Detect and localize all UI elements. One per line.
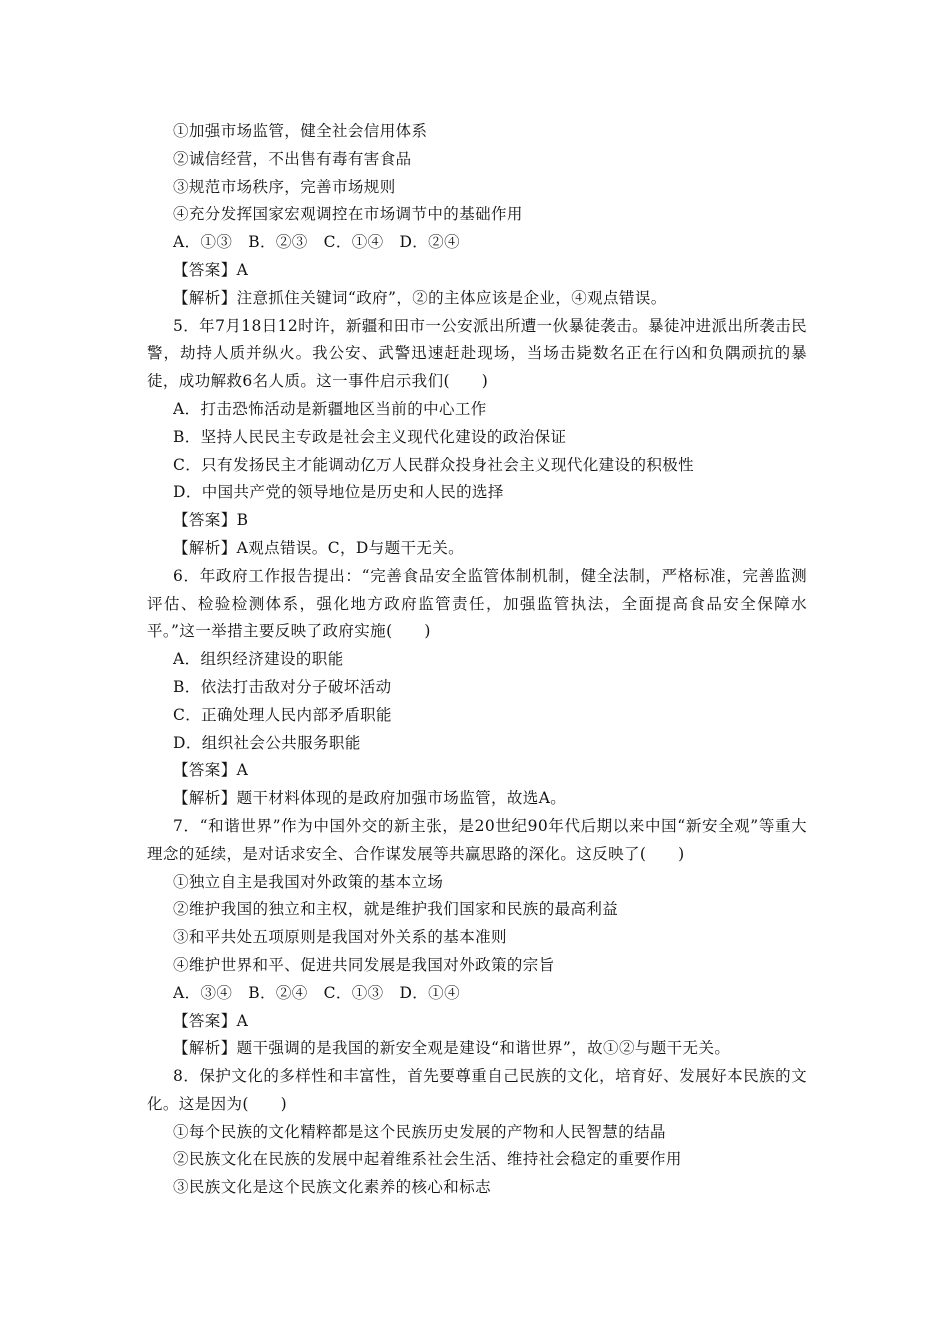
text-line: ①独立自主是我国对外政策的基本立场	[173, 872, 444, 891]
question-paragraph: 7．“和谐世界”作为中国外交的新主张，是20世纪90年代后期以来中国“新安全观”等重大理念的延续，是对话求安全、合作谋发展等共赢思路的深化。这反映了( )	[147, 816, 807, 863]
text-line: C．正确处理人民内部矛盾职能	[173, 705, 392, 724]
text-line: 【解析】题干强调的是我国的新安全观是建设“和谐世界”，故①②与题干无关。	[173, 1039, 731, 1058]
text-line: 【答案】A	[173, 1011, 249, 1030]
document-body	[147, 118, 807, 1202]
text-line: ③和平共处五项原则是我国对外关系的基本准则	[173, 928, 507, 947]
text-line: B．坚持人民民主专政是社会主义现代化建设的政治保证	[173, 427, 567, 446]
text-line: 【答案】A	[173, 761, 249, 780]
text-line: A．打击恐怖活动是新疆地区当前的中心工作	[173, 399, 487, 418]
text-line: ③民族文化是这个民族文化素养的核心和标志	[173, 1178, 492, 1197]
question-paragraph: 5．年7月18日12时许，新疆和田市一公安派出所遭一伙暴徒袭击。暴徒冲进派出所袭击民警，劫持人质并纵火。我公安、武警迅速赶赴现场，当场击毙数名正在行凶和负隅顽抗的暴徒，成功解救6名人质。这一事件启示我们( )	[147, 316, 807, 391]
text-line: D．组织社会公共服务职能	[173, 733, 361, 752]
text-line: 【解析】题干材料体现的是政府加强市场监管，故选A。	[173, 789, 567, 808]
text-line: 【解析】A观点错误。C，D与题干无关。	[173, 538, 465, 557]
text-line: ④充分发挥国家宏观调控在市场调节中的基础作用	[173, 205, 523, 224]
text-line: ②维护我国的独立和主权，就是维护我们国家和民族的最高利益	[173, 900, 619, 919]
text-line: 【答案】A	[173, 260, 249, 279]
text-line: ③规范市场秩序，完善市场规则	[173, 177, 396, 196]
text-line: B．依法打击敌对分子破坏活动	[173, 677, 392, 696]
text-line: A．①③ B．②③ C．①④ D．②④	[173, 233, 460, 252]
question-paragraph: 6．年政府工作报告提出：“完善食品安全监管体制机制，健全法制，严格标准，完善监测评估、检验检测体系，强化地方政府监管责任，加强监管执法，全面提高食品安全保障水平。”这一举措主要反映了政府实施( )	[147, 566, 807, 641]
text-line: D．中国共产党的领导地位是历史和人民的选择	[173, 483, 504, 502]
text-line: ②民族文化在民族的发展中起着维系社会生活、维持社会稳定的重要作用	[173, 1150, 682, 1169]
text-line: C．只有发扬民主才能调动亿万人民群众投身社会主义现代化建设的积极性	[173, 455, 695, 474]
text-line: 【解析】注意抓住关键词“政府”，②的主体应该是企业，④观点错误。	[173, 288, 667, 307]
text-line: A．组织经济建设的职能	[173, 650, 344, 669]
text-line: 【答案】B	[173, 511, 249, 530]
text-line: ①每个民族的文化精粹都是这个民族历史发展的产物和人民智慧的结晶	[173, 1122, 666, 1141]
text-line: ①加强市场监管，健全社会信用体系	[173, 122, 428, 140]
text-line: ④维护世界和平、促进共同发展是我国对外政策的宗旨	[173, 955, 555, 974]
question-paragraph: 8．保护文化的多样性和丰富性，首先要尊重自己民族的文化，培育好、发展好本民族的文化。这是因为( )	[147, 1067, 807, 1113]
text-line: ②诚信经营，不出售有毒有害食品	[173, 149, 412, 168]
text-line: A．③④ B．②④ C．①③ D．①④	[173, 983, 460, 1002]
